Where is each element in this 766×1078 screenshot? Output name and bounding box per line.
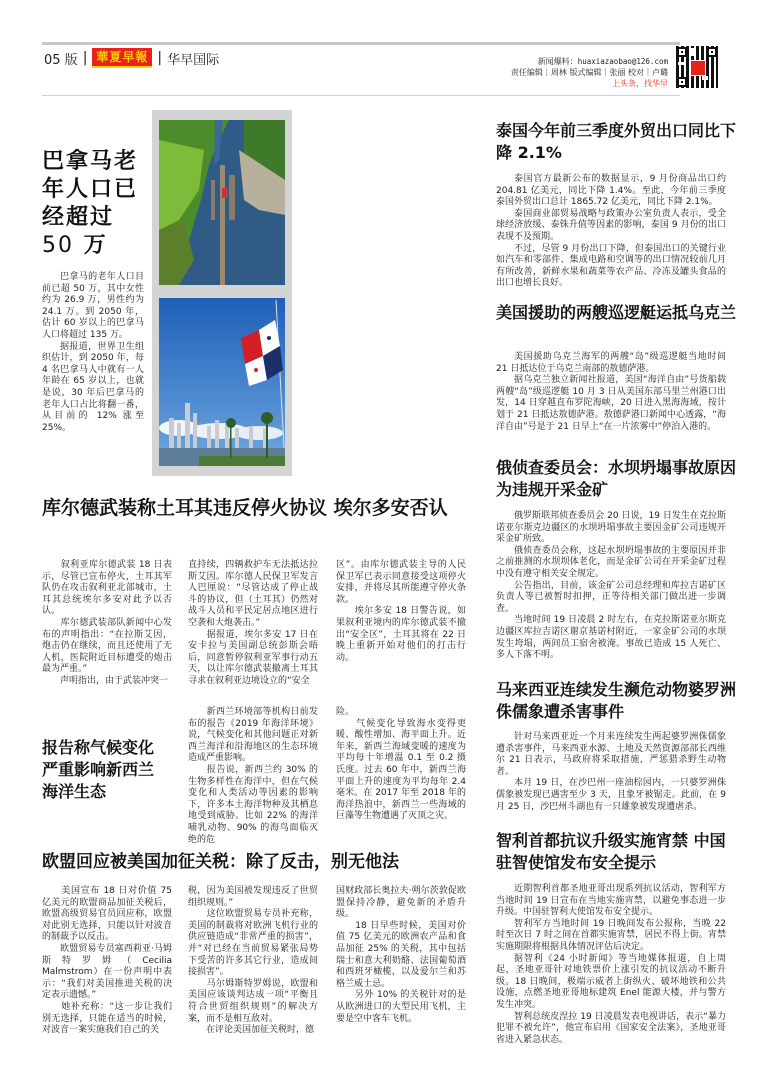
divider: | — [82, 50, 88, 66]
section-name: 华早国际 — [167, 52, 220, 68]
qr-module — [678, 62, 684, 65]
article-headline-malaysia: 马来西亚连续发生濒危动物婆罗洲侏儒象遭杀害事件 — [496, 680, 737, 721]
lock-wall — [220, 165, 225, 285]
article-headline-thailand: 泰国今年前三季度外贸出口同比下降 2.1% — [496, 121, 737, 162]
qr-finder — [677, 47, 687, 57]
slogan: 上头条，找华早 — [612, 79, 668, 88]
paragraph: 据报道，世界卫生组织估计，到 2050 年，每 4 名巴拿马人中就有一人年龄在 65 岁以上，也就是说，30 年后巴拿马的老年人口占比将翻一番，从目前的 12% 涨至 25%。 — [42, 341, 144, 433]
qr-code-icon[interactable] — [676, 46, 718, 88]
header-top-rule-right — [340, 42, 680, 45]
headline-number: 50 — [42, 233, 74, 258]
paragraph: 智利总统皮涅拉 19 日凌晨发表电视讲话，表示“暴力犯罪不被允许”，他宣布启用《国家安全法案》，圣地亚哥省进入紧急状态。 — [496, 1011, 726, 1045]
paragraph: 泰国官方最新公布的数据显示，9 月份商品出口约 204.81 亿美元，同比下降 1.4%。至此，今年前三季度泰国外贸出口总计 1865.72 亿美元，同比下降 2.1%。 — [496, 174, 726, 208]
lock-wall — [211, 180, 215, 220]
panama-city-flag-photo — [159, 298, 285, 466]
article-headline-panama — [42, 148, 152, 260]
article-column: 区”。由库尔德武装主导的人民保卫军已表示同意接受这项停火安排，并将尽其所能遵守停火条款。 埃尔多安 18 日警告说，如果叙利亚境内的库尔德武装不撤出“安全区”，土耳其将在 22 日晚上重新开始对他们的打击行动。 — [336, 560, 466, 663]
lock-wall — [229, 175, 235, 220]
article-headline-kurd: 库尔德武装称土耳其违反停火协议 埃尔多安否认 — [42, 497, 448, 519]
article-headline-russia: 俄侦查委员会：水坝坍塌事故原因为违规开采金矿 — [496, 458, 737, 499]
tip-email[interactable]: huaxiazaobao@126.com — [577, 57, 668, 66]
paragraph: 据乌克兰独立新闻社报道，美国“海洋自由”号货船载两艘“岛”级巡逻艇 10 月 3 日从美国东部马里兰州港口出发，14 日穿越直布罗陀海峡，20 日进入黑海海域，按计划于 21 日抵达敖德萨港。敖德萨港口新闻中心透露，“海洋自由”号是于 21 日早上“在一片浓雾中”停泊入港的。 — [496, 375, 726, 432]
article-column: 新西兰环境部等机构日前发布的报告《2019 年海洋环境》说，气候变化和其他问题正对新西兰海洋和沿海地区的生态环境造成严重影响。 报告说，新西兰约 30% 的生物多样性在海洋中，但在气候变化和人类活动等因素的影响下，许多本土海洋物种及其栖息地受到威胁。比如 22% 的海洋哺乳动物、90% 的海鸟面临灭绝的危 — [188, 707, 318, 845]
article-column: 险。 气候变化导致海水变得更暖、酸性增加、海平面上升。近年来，新西兰海域变暖的速度为平均每十年增温 0.1 至 0.2 摄氏度。过去 60 年中，新西兰海平面上升的速度为平均每年 2.4 毫米。在 2017 年至 2018 年的海洋热浪中，新西兰一些海域的巨藻等生物遭遇了灭顶之灾。 — [336, 707, 466, 822]
park — [199, 456, 285, 466]
article-column: 税，因为美国被发现违反了世贸组织规则。” 这位欧盟贸易专员补充称，美国的制裁将对欧洲飞机行业的供应链造成“非常严重的损害”，并“对已经在当前贸易紧张局势下受苦的许多其它行业，造成间接损害”。 马尔姆斯特罗姆说，欧盟和美国应该谈判达成一项“平衡且符合世贸组织规则”的解决方案，而不是相互敌对。 在评论美国加征关税时，德 — [188, 886, 318, 1036]
divider: | — [157, 50, 163, 66]
article-headline-eu: 欧盟回应被美国加征关税：除了反击，别无他法 — [42, 852, 399, 872]
paragraph: 当地时间 19 日凌晨 2 时左右，在克拉斯诺亚尔斯克边疆区库拉吉诺区谢京基诺村附近，一家金矿公司的水坝发生垮塌，两间员工宿舍被淹。事故已造成 15 人死亡、多人下落不明。 — [496, 615, 726, 661]
headline-text: 巴拿马老年人口已经超过 — [42, 149, 139, 230]
article-body-panama — [42, 272, 144, 434]
qr-module — [702, 76, 708, 80]
article-headline-chile: 智利首都抗议升级实施宵禁 中国驻智使馆发布安全提示 — [496, 831, 726, 872]
cloud — [235, 426, 283, 440]
paragraph: 本月 19 日，在沙巴州一座油棕园内，一只婆罗洲侏儒象被发现已遇害至少 3 天，且象牙被锯走。此前，在 9 月 25 日，沙巴州斗湖也有一只雄象被发现遭虐杀。 — [496, 778, 726, 812]
paragraph: 不过，尽管 9 月份出口下降，但泰国出口的关键行业如汽车和零部件、集成电路和空调等的出口情况较前几月有所改善，新鲜水果和蔬菜等农产品、冷冻及罐头食品的出口也增长良好。 — [496, 243, 726, 289]
article-body-thailand — [496, 174, 726, 290]
credits-block — [511, 56, 668, 89]
paragraph: 据智利《24 小时新闻》等当地媒体报道，自上周起，圣地亚哥针对地铁票价上涨引发的抗议活动不断升级。18 日晚间，极端示威者上街纵火、破坏地铁和公共设施，点燃圣地亚哥地标建筑 Enel 能源大楼，并与警方发生冲突。 — [496, 953, 726, 1010]
page-header — [44, 48, 219, 68]
article-column: 美国宣布 18 日对价值 75 亿美元的欧盟商品加征关税后，欧盟高级贸易官员回应称，欧盟对此别无选择，只能以针对波音的制裁予以反击。 欧盟贸易专员塞西莉亚·马姆斯特罗姆（Cecilia Malmstrom）在一份声明中表示：“我们对美国推进关税的决定表示遗憾。” 她补充称：“这一步让我们别无选择，只能在适当的时候，对波音一案实施我们自己的关 — [42, 886, 172, 1036]
paragraph: 俄侦查委员会称，这起水坝坍塌事故的主要原因并非之前推测的水坝坝体老化，而是金矿公司在开采金矿过程中没有遵守相关安全规定。 — [496, 545, 726, 579]
article-body-malaysia — [496, 732, 726, 813]
paragraph: 近期智利首都圣地亚哥出现系列抗议活动，智利军方当地时间 19 日宣布在当地实施宵禁，以避免事态进一步升级。中国驻智利大使馆发布安全提示。 — [496, 884, 726, 918]
headline-text: 万 — [83, 233, 108, 258]
paragraph: 公告指出，目前，该金矿公司总经理和库拉吉诺矿区负责人等已被暂时扣押，正等待相关部门做出进一步调查。 — [496, 580, 726, 614]
header-bottom-rule — [42, 95, 340, 96]
article-column: 直持续，四辆救护车无法抵达拉斯艾因。库尔德人民保卫军发言人巴厘说：“尽管达成了停止战斗的协议，但（土耳其）仍然对战斗人员和平民定居点地区进行空袭和大炮袭击。” 据报道，埃尔多安 17 日在安卡拉与美国副总统彭斯会晤后，同意暂停叙利亚军事行动五天，以让库尔德武装撤离土耳其寻求在叙利亚边境设立的“安全 — [188, 560, 318, 686]
header-top-rule — [42, 42, 340, 45]
panama-canal-aerial-photo — [159, 120, 285, 285]
header-bottom-rule-right — [340, 95, 680, 96]
ship — [222, 188, 228, 198]
article-column: 叙利亚库尔德武装 18 日表示，尽管已宣布停火，土耳其军队仍在攻击叙利亚北部城市，土耳其总统埃尔多安对此予以否认。 库尔德武装部队新闻中心发布的声明指出：“在拉斯艾因，炮击仍在继续，而且还使用了无人机，医院附近目标遭受的炮击最为严重。” 声明指出，由于武装冲突一 — [42, 560, 172, 686]
page-number: 05 版 — [44, 52, 78, 68]
editor-credits: 责任编辑｜周林 版式编辑｜张丽 校对｜卢璐 — [510, 68, 668, 77]
paragraph: 泰国商业部贸易战略与政策办公室负责人表示，受全球经济放缓、泰铢升值等因素的影响，泰国 9 月份的出口表现不及预期。 — [496, 208, 726, 242]
tip-label: 新闻爆料： — [537, 57, 578, 66]
paragraph: 巴拿马的老年人口目前已超 50 万，其中女性约为 26.9 万，男性约为 24.1 万。到 2050 年，估计 60 岁以上的巴拿马人口将超过 135 万。 — [42, 272, 144, 340]
paragraph: 针对马来西亚近一个月来连续发生两起婆罗洲侏儒象遭杀害事件，马来西亚水源、土地及天然资源部部长西维尔 21 日表示，马政府将采取措施，严惩猎杀野生动物者。 — [496, 732, 726, 777]
qr-finder — [677, 77, 687, 87]
article-body-russia — [496, 511, 726, 662]
qr-module — [690, 48, 694, 56]
paragraph: 美国援助乌克兰海军的两艘“岛”级巡逻艇当地时间 21 日抵达位于乌克兰南部的敖德萨港。 — [496, 352, 726, 374]
article-body-chile — [496, 884, 726, 1046]
qr-center-logo — [690, 60, 706, 76]
newspaper-logo: 華夏早報 — [92, 48, 152, 68]
paragraph: 俄罗斯联邦侦查委员会 20 日说，19 日发生在克拉斯诺亚尔斯克边疆区的水坝坍塌事故主要因金矿公司违规开采金矿所致。 — [496, 511, 726, 545]
article-headline-nz: 报告称气候变化严重影响新西兰海洋生态 — [42, 738, 155, 801]
article-headline-ukraine: 美国援助的两艘巡逻艇运抵乌克兰 — [496, 303, 737, 322]
qr-finder — [707, 47, 717, 57]
article-body-ukraine — [496, 352, 726, 433]
paragraph: 智利军方当地时间 19 日晚间发布公报称，当晚 22 时至次日 7 时之间在首都实施宵禁，居民不得上街。宵禁实施期限将根据具体情况评估后决定。 — [496, 918, 726, 952]
article-column: 国财政部长奥拉夫·朔尔茨敦促欧盟保持冷静，避免新的矛盾升级。 18 日早些时候，美国对价值 75 亿美元的欧洲农产品和食品加征 25% 的关税，其中包括瑞士和意大利奶酪、法国葡萄酒和西班牙橄榄，以及爱尔兰和苏格兰威士忌。 另外 10% 的关税针对的是从欧洲进口的大型民用飞机，主要是空中客车飞机。 — [336, 886, 466, 1024]
